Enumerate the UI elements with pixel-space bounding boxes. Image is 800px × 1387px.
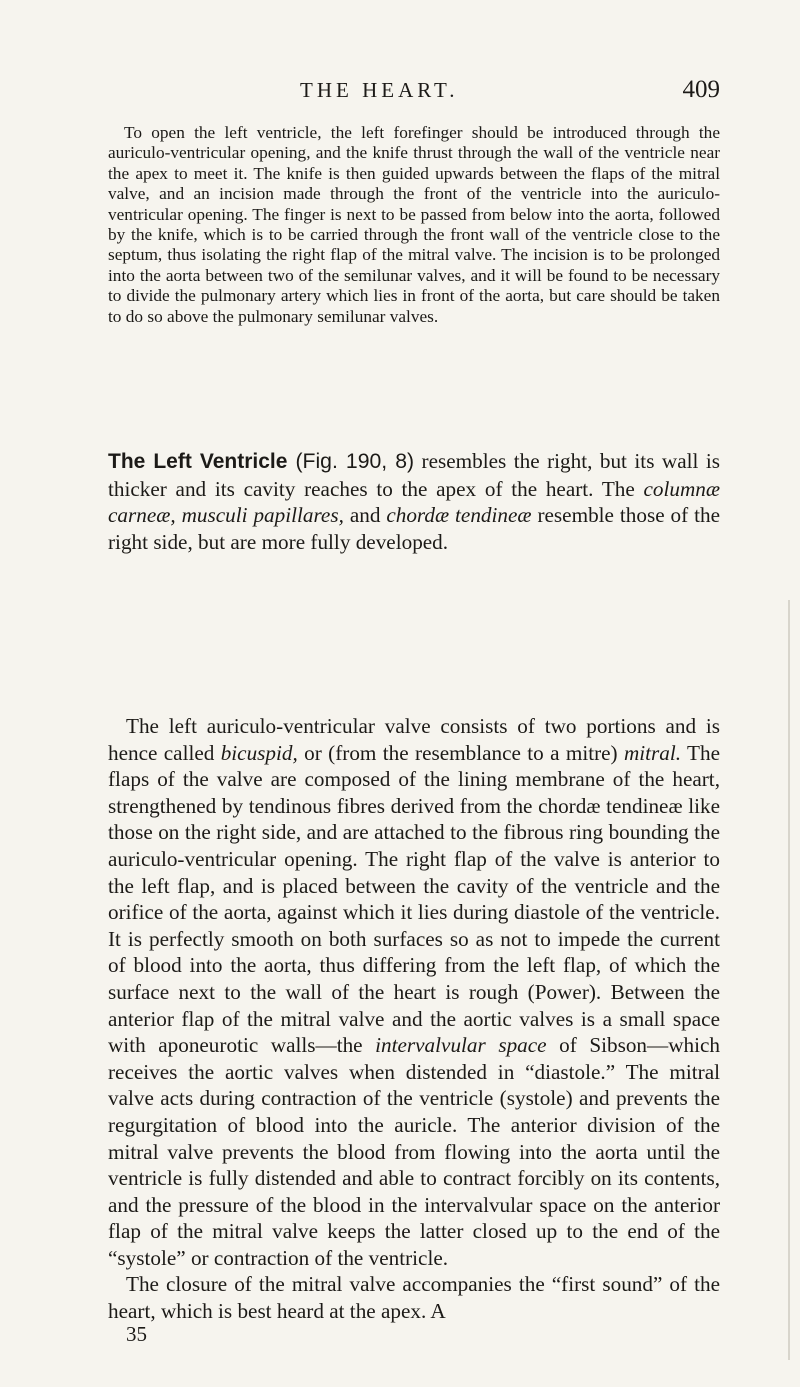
italic-term: intervalvular space <box>375 1033 547 1058</box>
page-edge-shadow <box>788 600 790 1360</box>
dissection-paragraph: To open the left ventricle, the left forefinger should be introduced through the auriculo-ventricular opening, and the knife thrust through the wall of the ventricle near the apex to meet it. The knife is then guided upwards between the flaps of the mitral valve, and an incision made through the front of the ventricle into the auriculo-ventricular opening. The finger is next to be passed from below into the aorta, followed by the knife, which is to be carried through the front wall of the ventricle close to the septum, thus isolating the right flap of the mitral valve. The incision is to be prolonged into the aorta between two of the semilunar valves, and it will be found to be necessary to divide the pulmonary artery which lies in front of the aorta, but care should be taken to do so above the pulmonary semilunar valves. <box>108 123 720 326</box>
text-run: The flaps of the valve are composed of the lining membrane of the heart, strengthened by tendinous fibres derived from the chordæ tendineæ like those on the right side, and are attached to the fibrous ring bounding the auriculo-ventricular opening. The right flap of the valve is anterior to the left flap, and is placed between the cavity of the ventricle and the orifice of the aorta, against which it lies during diastole of the ventricle. It is perfectly smooth on both surfaces so as not to impede the current of blood into the aorta, thus differing from the left flap, of which the surface next to the wall of the heart is rough (Power). Between the anterior flap of the mitral valve and the aortic valves is a small space with aponeurotic walls—the <box>108 740 720 1058</box>
text-run: resemble those of the right side, but are more fully developed. <box>108 503 720 554</box>
text-run: The left auriculo-ventricular valve consists of two portions and is hence called <box>108 714 720 765</box>
italic-term: columnæ carneæ, musculi papillares, <box>108 476 720 528</box>
heart-sound-paragraph: The closure of the mitral valve accompanies the “first sound” of the heart, which is best heard at the apex. A <box>108 1272 720 1323</box>
page-header <box>300 76 720 104</box>
mitral-valve-paragraph <box>108 713 720 1271</box>
italic-term: bicuspid, <box>220 740 298 765</box>
text-run: and <box>343 503 387 528</box>
text-run: or (from the resemblance to a mitre) <box>297 740 624 765</box>
italic-term: chordæ tendineæ <box>386 503 532 528</box>
running-head: THE HEART. <box>300 78 459 102</box>
page-number: 409 <box>682 76 720 103</box>
signature-mark: 35 <box>126 1322 147 1346</box>
section-heading: The Left Ventricle <box>108 450 288 473</box>
text-run: of Sibson—which receives the aortic valves when distended in “diastole.” The mitral valve acts during contraction of the ventricle (systole) and prevents the regurgitation of blood into the auricle. The anterior division of the mitral valve prevents the blood from flowing into the aorta until the ventricle is fully distended and able to contract forcibly on its contents, and the pressure of the blood in the intervalvular space on the anterior flap of the mitral valve keeps the latter closed up to the end of the “systole” or contraction of the ventricle. <box>108 1033 720 1270</box>
figure-reference: (Fig. 190, 8) <box>287 450 415 473</box>
italic-term: mitral. <box>623 740 682 765</box>
left-ventricle-paragraph <box>108 448 720 555</box>
text-run: resembles the right, but its wall is thicker and its cavity reaches to the apex of the heart. The <box>108 449 720 501</box>
